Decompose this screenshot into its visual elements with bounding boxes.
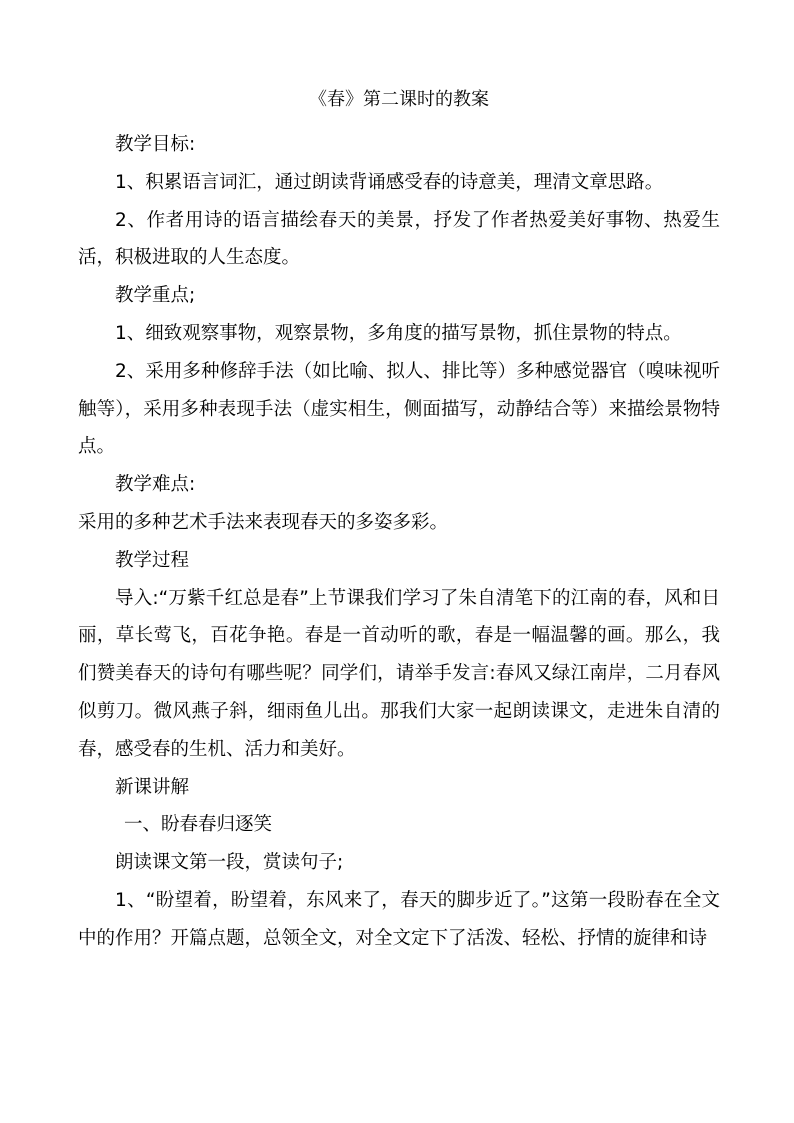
page-title: 《春》第二课时的教案 bbox=[309, 89, 489, 110]
difficulty-text: 采用的多种艺术手法来表现春天的多姿多彩。 bbox=[78, 511, 449, 533]
sentence-analysis-1: 1、“盼望着，盼望着，东风来了，春天的脚步近了。”这第一段盼春在全文中的作用？开篇点题，总领全文，对全文定下了活泼、轻松、抒情的旋律和诗 bbox=[78, 889, 720, 949]
section-heading-difficulties: 教学难点: bbox=[115, 474, 196, 496]
key-point-item-2: 2、采用多种修辞手法（如比喻、拟人、排比等）多种感觉器官（嗅味视听触等），采用多种表现手法（虚实相生，侧面描写，动静结合等）来描绘景物特点。 bbox=[78, 360, 720, 458]
document-body bbox=[78, 86, 720, 958]
objective-item-1: 1、积累语言词汇，通过朗读背诵感受春的诗意美，理清文章思路。 bbox=[115, 171, 664, 193]
subsection-heading-1: 一、盼春春归逐笑 bbox=[124, 814, 273, 836]
reading-instruction: 朗读课文第一段，赏读句子; bbox=[115, 852, 344, 874]
section-heading-process: 教学过程 bbox=[115, 549, 190, 571]
key-point-item-1: 1、细致观察事物，观察景物，多角度的描写景物，抓住景物的特点。 bbox=[115, 322, 682, 344]
section-heading-key-points: 教学重点; bbox=[115, 285, 196, 307]
objective-item-2: 2、作者用诗的语言描绘春天的美景，抒发了作者热爱美好事物、热爱生活，积极进取的人生态度。 bbox=[78, 209, 720, 269]
section-heading-objectives: 教学目标: bbox=[115, 134, 196, 155]
section-heading-new-lesson: 新课讲解 bbox=[115, 776, 190, 798]
introduction-paragraph: 导入:“万紫千红总是春”上节课我们学习了朱自清笔下的江南的春，风和日丽，草长莺飞，百花争艳。春是一首动听的歌，春是一幅温馨的画。那么，我们赞美春天的诗句有哪些呢？同学们，请举手发言:春风又绿江南岸，二月春风似剪刀。微风燕子斜，细雨鱼儿出。那我们大家一起朗读课文，走进朱自清的春，感受春的生机、活力和美好。 bbox=[78, 587, 720, 760]
